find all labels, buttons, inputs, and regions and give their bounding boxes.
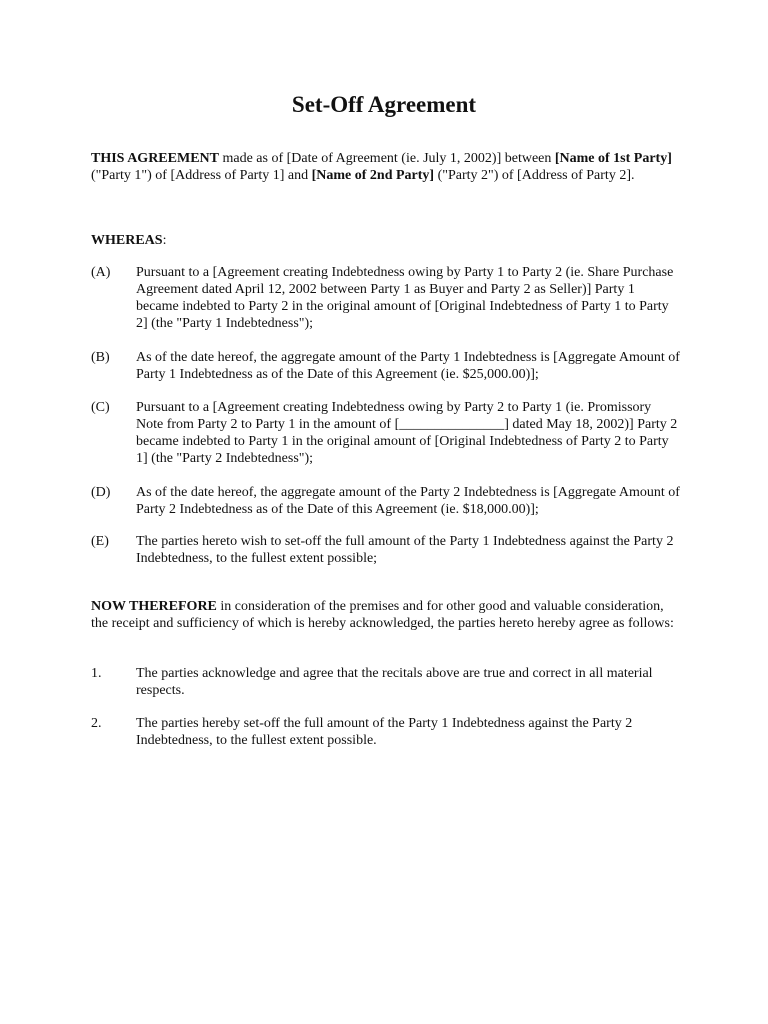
intro-lead: THIS AGREEMENT xyxy=(91,151,219,166)
recital-text: As of the date hereof, the aggregate amount of the Party 1 Indebtedness is [Aggregate Amount of Party 1 Indebtedness as of the Date of this Agreement (ie. $25,000.00)]; xyxy=(136,350,680,382)
recital-label: (E) xyxy=(91,534,109,549)
whereas-word: WHEREAS xyxy=(91,233,163,248)
clause-text: The parties acknowledge and agree that the recitals above are true and correct in all material respects. xyxy=(136,666,653,698)
clause-label: 1. xyxy=(91,666,102,681)
recital-label: (A) xyxy=(91,265,111,280)
recital-label: (B) xyxy=(91,350,110,365)
intro-part-3: ("Party 2") of [Address of Party 2]. xyxy=(434,168,635,183)
whereas-colon: : xyxy=(162,233,167,248)
intro-part-1: made as of [Date of Agreement (ie. July 1, 2002)] between xyxy=(218,151,555,166)
clause-label: 2. xyxy=(91,716,102,731)
recital-text: As of the date hereof, the aggregate amount of the Party 2 Indebtedness is [Aggregate Amount of Party 2 Indebtedness as of the Date of this Agreement (ie. $18,000.00)]; xyxy=(136,485,680,517)
now-therefore-text: in consideration of the premises and for other good and valuable consideration, the receipt and sufficiency of which is hereby acknowledged, the parties hereto hereby agree as follows: xyxy=(91,599,674,631)
intro-paragraph xyxy=(91,150,681,184)
party-2-name: [Name of 2nd Party] xyxy=(311,168,435,183)
clause-text: The parties hereby set-off the full amount of the Party 1 Indebtedness against the Party 2 Indebtedness, to the fullest extent possible. xyxy=(136,716,633,748)
party-1-name: [Name of 1st Party] xyxy=(554,151,672,166)
whereas-heading xyxy=(91,232,681,249)
recital-label: (D) xyxy=(91,485,111,500)
now-therefore-paragraph xyxy=(91,598,681,632)
recital-text: The parties hereto wish to set-off the full amount of the Party 1 Indebtedness against the Party 2 Indebtedness, to the fullest extent possible; xyxy=(136,534,674,566)
document-title: Set-Off Agreement xyxy=(291,92,477,117)
recital-text: Pursuant to a [Agreement creating Indebtedness owing by Party 2 to Party 1 (ie. Promissory Note from Party 2 to Party 1 in the amount of [_______________] dated May 18, 2002)] Party 2 became indebted to Party 1 in the original amount of [Original Indebtedness of Party 2 to Party 1] (the "Party 2 Indebtedness"); xyxy=(136,400,678,466)
now-therefore-lead: NOW THEREFORE xyxy=(91,599,217,614)
recital-label: (C) xyxy=(91,400,110,415)
recital-text: Pursuant to a [Agreement creating Indebtedness owing by Party 1 to Party 2 (ie. Share Purchase Agreement dated April 12, 2002 between Party 1 as Buyer and Party 2 as Seller)] Party 1 became indebted to Party 2 in the original amount of [Original Indebtedness of Party 1 to Party 2] (the "Party 1 Indebtedness"); xyxy=(136,265,674,331)
intro-part-2: ("Party 1") of [Address of Party 1] and xyxy=(91,168,312,183)
